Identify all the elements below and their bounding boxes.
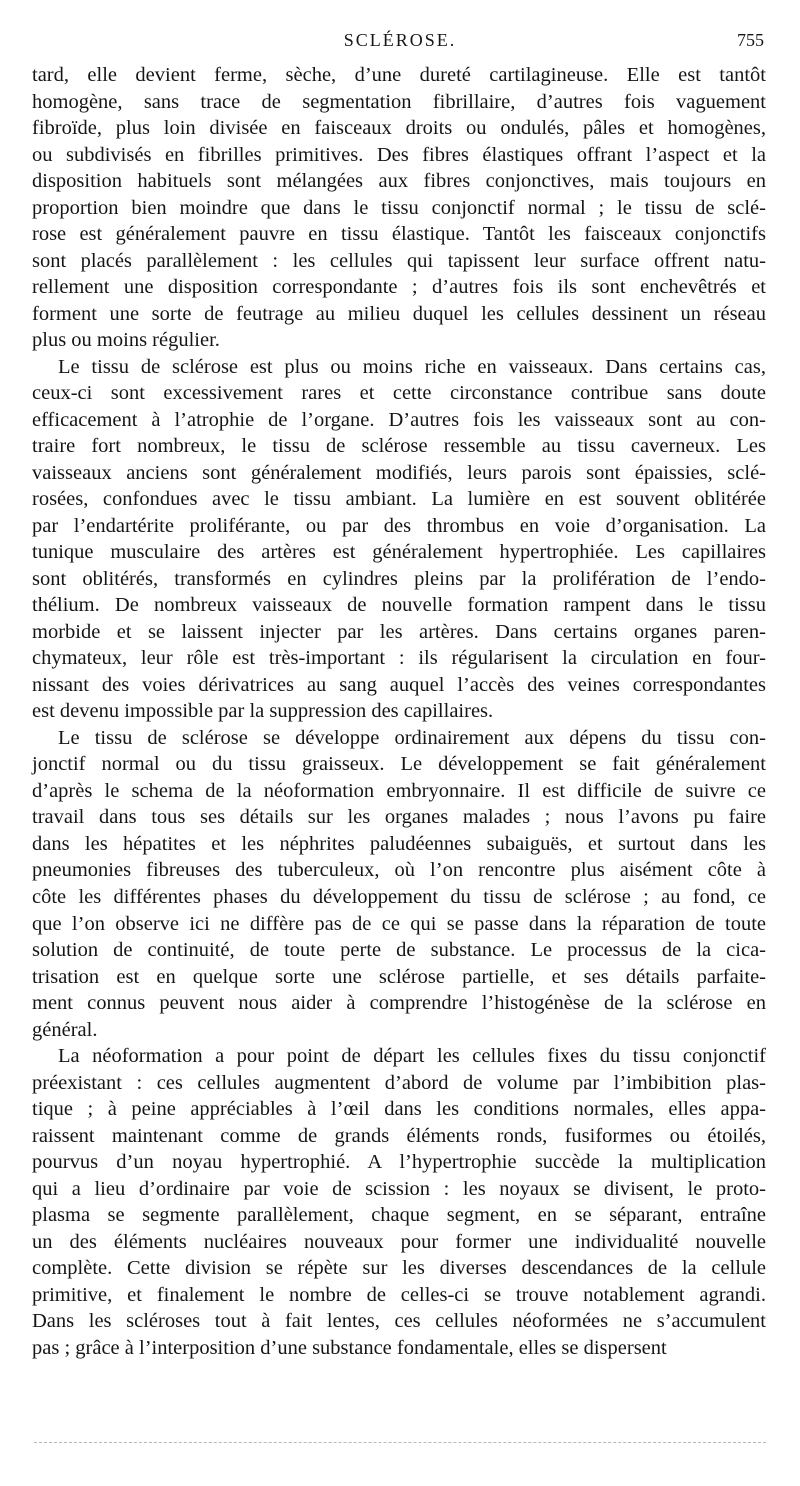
body-text bbox=[32, 62, 766, 1361]
text-line: rellement une disposition correspondante ; d’autres fois ils sont enchevêtrés et bbox=[32, 276, 766, 299]
text-line: jonctif normal ou du tissu graisseux. Le développement se fait généralement bbox=[32, 753, 766, 776]
text-line: rosées, confondues avec le tissu ambiant. La lumière en est souvent oblitérée bbox=[32, 488, 766, 511]
text-line: côte les différentes phases du développement du tissu de sclérose ; au fond, ce bbox=[32, 885, 766, 908]
text-line: vaisseaux anciens sont généralement modifiés, leurs parois sont épaissies, sclé- bbox=[32, 461, 766, 484]
text-line: traire fort nombreux, le tissu de sclérose ressemble au tissu caverneux. Les bbox=[32, 435, 766, 458]
paragraph bbox=[32, 1043, 766, 1361]
text-line: fibroïde, plus loin divisée en faisceaux droits ou ondulés, pâles et homogènes, bbox=[32, 117, 766, 140]
text-line: sont oblitérés, transformés en cylindres pleins par la prolifération de l’endo- bbox=[32, 567, 766, 590]
text-line: trisation est en quelque sorte une sclérose partielle, et ses détails parfaite- bbox=[32, 965, 766, 988]
page-number: 755 bbox=[737, 30, 764, 50]
text-line: forment une sorte de feutrage au milieu duquel les cellules dessinent un réseau bbox=[32, 302, 766, 325]
text-line: ceux-ci sont excessivement rares et cette circonstance contribue sans doute bbox=[32, 382, 766, 405]
text-line: d’après le schema de la néoformation embryonnaire. Il est difficile de suivre ce bbox=[32, 779, 766, 802]
text-line: raissent maintenant comme de grands éléments ronds, fusiformes ou étoilés, bbox=[32, 1124, 766, 1147]
text-line: La néoformation a pour point de départ les cellules fixes du tissu conjonctif bbox=[58, 1045, 766, 1068]
text-line: proportion bien moindre que dans le tissu conjonctif normal ; le tissu de sclé- bbox=[32, 196, 766, 219]
text-line: nissant des voies dérivatrices au sang auquel l’accès des veines correspondantes bbox=[32, 673, 766, 696]
text-line: plasma se segmente parallèlement, chaque segment, en se séparant, entraîne bbox=[32, 1204, 766, 1227]
paragraph bbox=[32, 725, 766, 1043]
text-line: tard, elle devient ferme, sèche, d’une dureté cartilagineuse. Elle est tantôt bbox=[32, 64, 766, 86]
paragraph bbox=[32, 354, 766, 725]
text-line: pneumonies fibreuses des tuberculeux, où l’on rencontre plus aisément côte à bbox=[32, 859, 766, 882]
text-line: ou subdivisés en fibrilles primitives. Des fibres élastiques offrant l’aspect et la bbox=[32, 143, 766, 166]
text-line: efficacement à l’atrophie de l’organe. D’autres fois les vaisseaux sont au con- bbox=[32, 408, 766, 431]
text-line: primitive, et finalement le nombre de celles-ci se trouve notablement agrandi. bbox=[32, 1283, 766, 1306]
text-line: pourvus d’un noyau hypertrophié. A l’hypertrophie succède la multiplication bbox=[32, 1151, 766, 1174]
text-line: homogène, sans trace de segmentation fibrillaire, d’autres fois vaguement bbox=[32, 90, 766, 113]
text-line: tunique musculaire des artères est généralement hypertrophiée. Les capillaires bbox=[32, 541, 766, 564]
text-line: Dans les scléroses tout à fait lentes, ces cellules néoformées ne s’accumulent bbox=[32, 1310, 766, 1333]
text-line: plus ou moins régulier. bbox=[32, 329, 220, 352]
text-line: qui a lieu d’ordinaire par voie de scission : les noyaux se divisent, le proto- bbox=[32, 1177, 766, 1200]
text-line: disposition habituels sont mélangées aux fibres conjonctives, mais toujours en bbox=[32, 170, 766, 193]
paragraph bbox=[32, 62, 766, 354]
text-line: préexistant : ces cellules augmentent d’abord de volume par l’imbibition plas- bbox=[32, 1071, 766, 1094]
text-line: thélium. De nombreux vaisseaux de nouvelle formation rampent dans le tissu bbox=[32, 594, 766, 617]
running-title: SCLÉROSE. bbox=[343, 30, 457, 50]
text-line: sont placés parallèlement : les cellules qui tapissent leur surface offrent natu- bbox=[32, 249, 766, 272]
text-line: Le tissu de sclérose est plus ou moins riche en vaisseaux. Dans certains cas, bbox=[58, 355, 766, 378]
text-line: un des éléments nucléaires nouveaux pour former une individualité nouvelle bbox=[32, 1230, 766, 1253]
text-line: général. bbox=[32, 1018, 98, 1041]
text-line: par l’endartérite proliférante, ou par des thrombus en voie d’organisation. La bbox=[32, 514, 766, 537]
text-line: morbide et se laissent injecter par les artères. Dans certains organes paren- bbox=[32, 620, 766, 643]
text-line: solution de continuité, de toute perte de substance. Le processus de la cica- bbox=[32, 939, 766, 962]
text-line: travail dans tous ses détails sur les organes malades ; nous l’avons pu faire bbox=[32, 806, 766, 829]
text-line: chymateux, leur rôle est très-important : ils régularisent la circulation en four- bbox=[32, 647, 766, 670]
text-line: pas ; grâce à l’interposition d’une substance fondamentale, elles se dispersent bbox=[32, 1336, 667, 1359]
text-line: Le tissu de sclérose se développe ordinairement aux dépens du tissu con- bbox=[58, 726, 766, 749]
text-line: rose est généralement pauvre en tissu élastique. Tantôt les faisceaux conjonctifs bbox=[32, 223, 766, 246]
text-line: que l’on observe ici ne diffère pas de ce qui se passe dans la réparation de toute bbox=[32, 912, 766, 935]
running-head bbox=[32, 30, 768, 56]
text-line: est devenu impossible par la suppression des capillaires. bbox=[32, 700, 494, 723]
text-line: ment connus peuvent nous aider à comprendre l’histogénèse de la sclérose en bbox=[32, 992, 766, 1015]
text-line: dans les hépatites et les néphrites paludéennes subaiguës, et surtout dans les bbox=[32, 832, 766, 855]
bottom-divider bbox=[34, 1442, 766, 1443]
text-line: complète. Cette division se répète sur les diverses descendances de la cellule bbox=[32, 1257, 766, 1280]
text-line: tique ; à peine appréciables à l’œil dans les conditions normales, elles appa- bbox=[32, 1098, 766, 1121]
